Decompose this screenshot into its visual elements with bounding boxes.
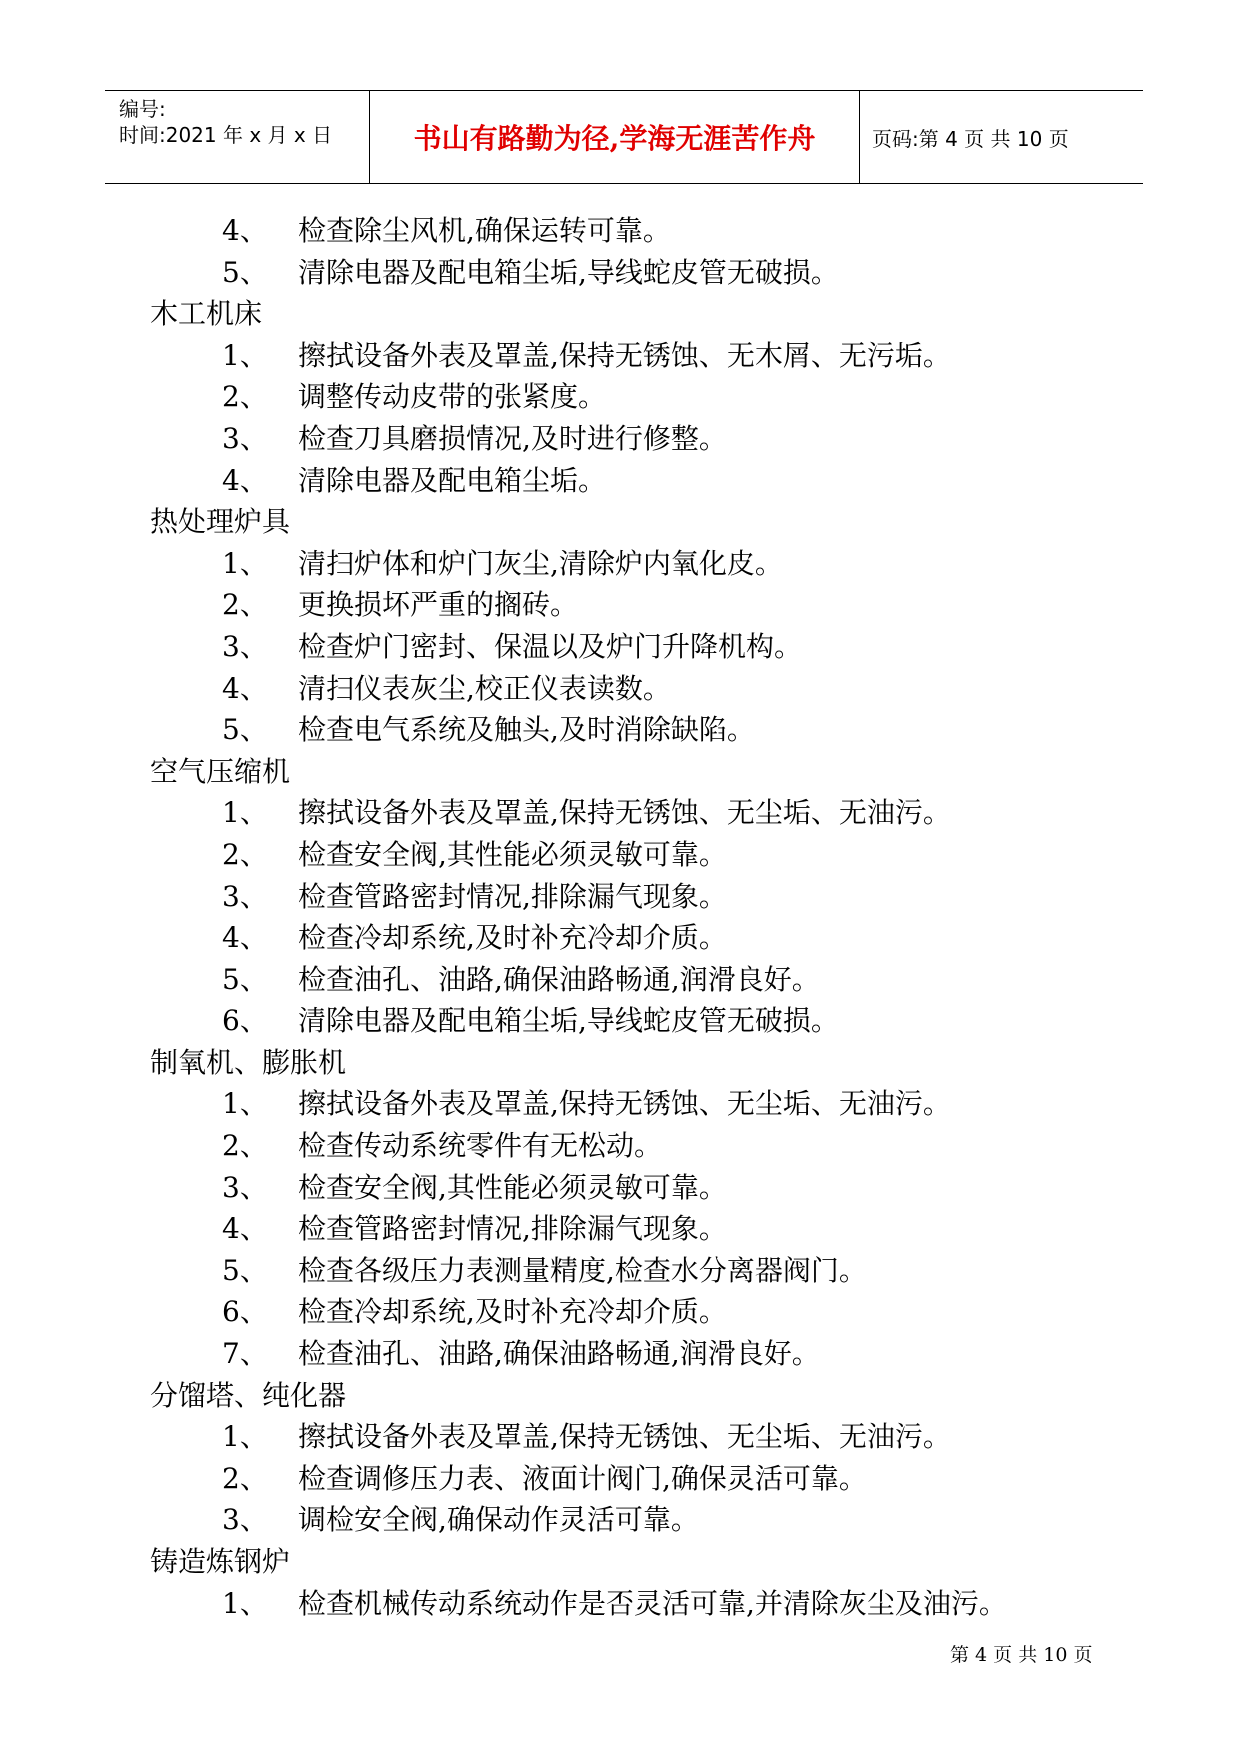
list-item-number: 3、 (222, 629, 268, 663)
list-item-number: 5、 (222, 713, 268, 747)
list-item-text: 检查油孔、油路,确保油路畅通,润滑良好。 (298, 962, 820, 996)
list-item-text: 检查机械传动系统动作是否灵活可靠,并清除灰尘及油污。 (298, 1586, 1007, 1620)
list-item-text: 清扫仪表灰尘,校正仪表读数。 (298, 671, 671, 705)
list-item-number: 6、 (222, 1295, 268, 1329)
list-item-text: 检查炉门密封、保温以及炉门升降机构。 (298, 629, 803, 663)
list-item-number: 6、 (222, 1004, 268, 1038)
document-time-label: 时间:2021 年 x 月 x 日 (119, 123, 333, 147)
list-item (150, 460, 1110, 502)
list-item-text: 检查冷却系统,及时补充冷却介质。 (298, 921, 727, 955)
list-item-text: 清除电器及配电箱尘垢。 (298, 463, 607, 497)
list-item (150, 709, 1110, 751)
list-item-number: 3、 (222, 421, 268, 455)
list-item (150, 1167, 1110, 1209)
list-item-text: 擦拭设备外表及罩盖,保持无锈蚀、无尘垢、无油污。 (298, 1420, 951, 1454)
list-item (150, 584, 1110, 626)
section-heading-text: 制氧机、膨胀机 (150, 1045, 347, 1079)
list-item (150, 1458, 1110, 1500)
list-item-text: 检查传动系统零件有无松动。 (298, 1129, 663, 1163)
list-item (150, 1250, 1110, 1292)
header-motto-cell (370, 91, 860, 183)
list-item-number: 4、 (222, 921, 268, 955)
list-item-number: 3、 (222, 1503, 268, 1537)
list-item-number: 1、 (222, 796, 268, 830)
list-item-text: 调整传动皮带的张紧度。 (298, 380, 607, 414)
section-heading-text: 木工机床 (150, 297, 263, 331)
list-item-number: 2、 (222, 380, 268, 414)
list-item-number: 2、 (222, 1461, 268, 1495)
section-heading (150, 293, 1110, 335)
list-item-text: 擦拭设备外表及罩盖,保持无锈蚀、无木屑、无污垢。 (298, 338, 951, 372)
section-heading (150, 501, 1110, 543)
section-heading-text: 空气压缩机 (150, 754, 291, 788)
list-item (150, 668, 1110, 710)
list-item (150, 792, 1110, 834)
section-heading (150, 751, 1110, 793)
list-item (150, 210, 1110, 252)
list-item (150, 1416, 1110, 1458)
list-item-text: 检查除尘风机,确保运转可靠。 (298, 214, 671, 247)
list-item-number: 5、 (222, 255, 268, 289)
list-item-text: 检查调修压力表、液面计阀门,确保灵活可靠。 (298, 1461, 867, 1495)
list-item (150, 626, 1110, 668)
list-item-text: 检查各级压力表测量精度,检查水分离器阀门。 (298, 1253, 867, 1287)
list-item-text: 检查安全阀,其性能必须灵敏可靠。 (298, 1170, 727, 1204)
list-item-text: 清除电器及配电箱尘垢,导线蛇皮管无破损。 (298, 1004, 839, 1038)
list-item-number: 7、 (222, 1337, 268, 1371)
list-item-text: 检查安全阀,其性能必须灵敏可靠。 (298, 837, 727, 871)
list-item (150, 917, 1110, 959)
list-item-text: 检查刀具磨损情况,及时进行修整。 (298, 421, 727, 455)
list-item-text: 更换损坏严重的搁砖。 (298, 588, 579, 622)
section-heading-text: 热处理炉具 (150, 505, 291, 539)
list-item-text: 检查管路密封情况,排除漏气现象。 (298, 1212, 727, 1246)
list-item (150, 1000, 1110, 1042)
document-number-label: 编号: (119, 97, 166, 121)
list-item-text: 检查管路密封情况,排除漏气现象。 (298, 879, 727, 913)
list-item (150, 1083, 1110, 1125)
list-item (150, 959, 1110, 1001)
list-item-number: 4、 (222, 671, 268, 705)
list-item (150, 376, 1110, 418)
header-motto: 书山有路勤为径,学海无涯苦作舟 (413, 122, 816, 155)
section-heading-text: 铸造炼钢炉 (150, 1545, 291, 1578)
section-heading (150, 1541, 1110, 1583)
list-item-number: 1、 (222, 338, 268, 372)
list-item-number: 1、 (222, 1420, 268, 1454)
list-item-text: 擦拭设备外表及罩盖,保持无锈蚀、无尘垢、无油污。 (298, 1087, 951, 1121)
list-item-number: 4、 (222, 1212, 268, 1246)
list-item (150, 1125, 1110, 1167)
list-item (150, 1208, 1110, 1250)
list-item (150, 876, 1110, 918)
header-page-number: 页码:第 4 页 共 10 页 (872, 126, 1069, 151)
list-item (150, 335, 1110, 377)
list-item-number: 4、 (222, 463, 268, 497)
section-heading-text: 分馏塔、纯化器 (150, 1378, 347, 1412)
list-item-text: 清扫炉体和炉门灰尘,清除炉内氧化皮。 (298, 546, 783, 580)
list-item (150, 252, 1110, 294)
list-item-text: 检查油孔、油路,确保油路畅通,润滑良好。 (298, 1337, 820, 1371)
list-item-text: 擦拭设备外表及罩盖,保持无锈蚀、无尘垢、无油污。 (298, 796, 951, 830)
list-item (150, 1333, 1110, 1375)
list-item-number: 1、 (222, 546, 268, 580)
list-item (150, 543, 1110, 585)
list-item-number: 5、 (222, 1253, 268, 1287)
list-item (150, 1583, 1110, 1625)
list-item-number: 3、 (222, 879, 268, 913)
list-item-text: 检查冷却系统,及时补充冷却介质。 (298, 1295, 727, 1329)
list-item (150, 1499, 1110, 1541)
section-heading (150, 1375, 1110, 1417)
list-item-number: 1、 (222, 1586, 268, 1620)
header-page-cell (860, 91, 1143, 183)
list-item-number: 3、 (222, 1170, 268, 1204)
list-item (150, 1291, 1110, 1333)
page-footer: 第 4 页 共 10 页 (950, 1644, 1093, 1666)
document-body (150, 210, 1110, 1624)
list-item-number: 2、 (222, 837, 268, 871)
list-item-number: 5、 (222, 962, 268, 996)
list-item-number: 1、 (222, 1087, 268, 1121)
section-heading (150, 1042, 1110, 1084)
list-item (150, 834, 1110, 876)
list-item (150, 418, 1110, 460)
header-meta-cell (105, 91, 370, 183)
list-item-number: 2、 (222, 588, 268, 622)
list-item-text: 检查电气系统及触头,及时消除缺陷。 (298, 713, 755, 747)
list-item-text: 调检安全阀,确保动作灵活可靠。 (298, 1503, 699, 1537)
list-item-number: 4、 (222, 214, 268, 247)
list-item-text: 清除电器及配电箱尘垢,导线蛇皮管无破损。 (298, 255, 839, 289)
list-item-number: 2、 (222, 1129, 268, 1163)
page-header (105, 90, 1143, 184)
